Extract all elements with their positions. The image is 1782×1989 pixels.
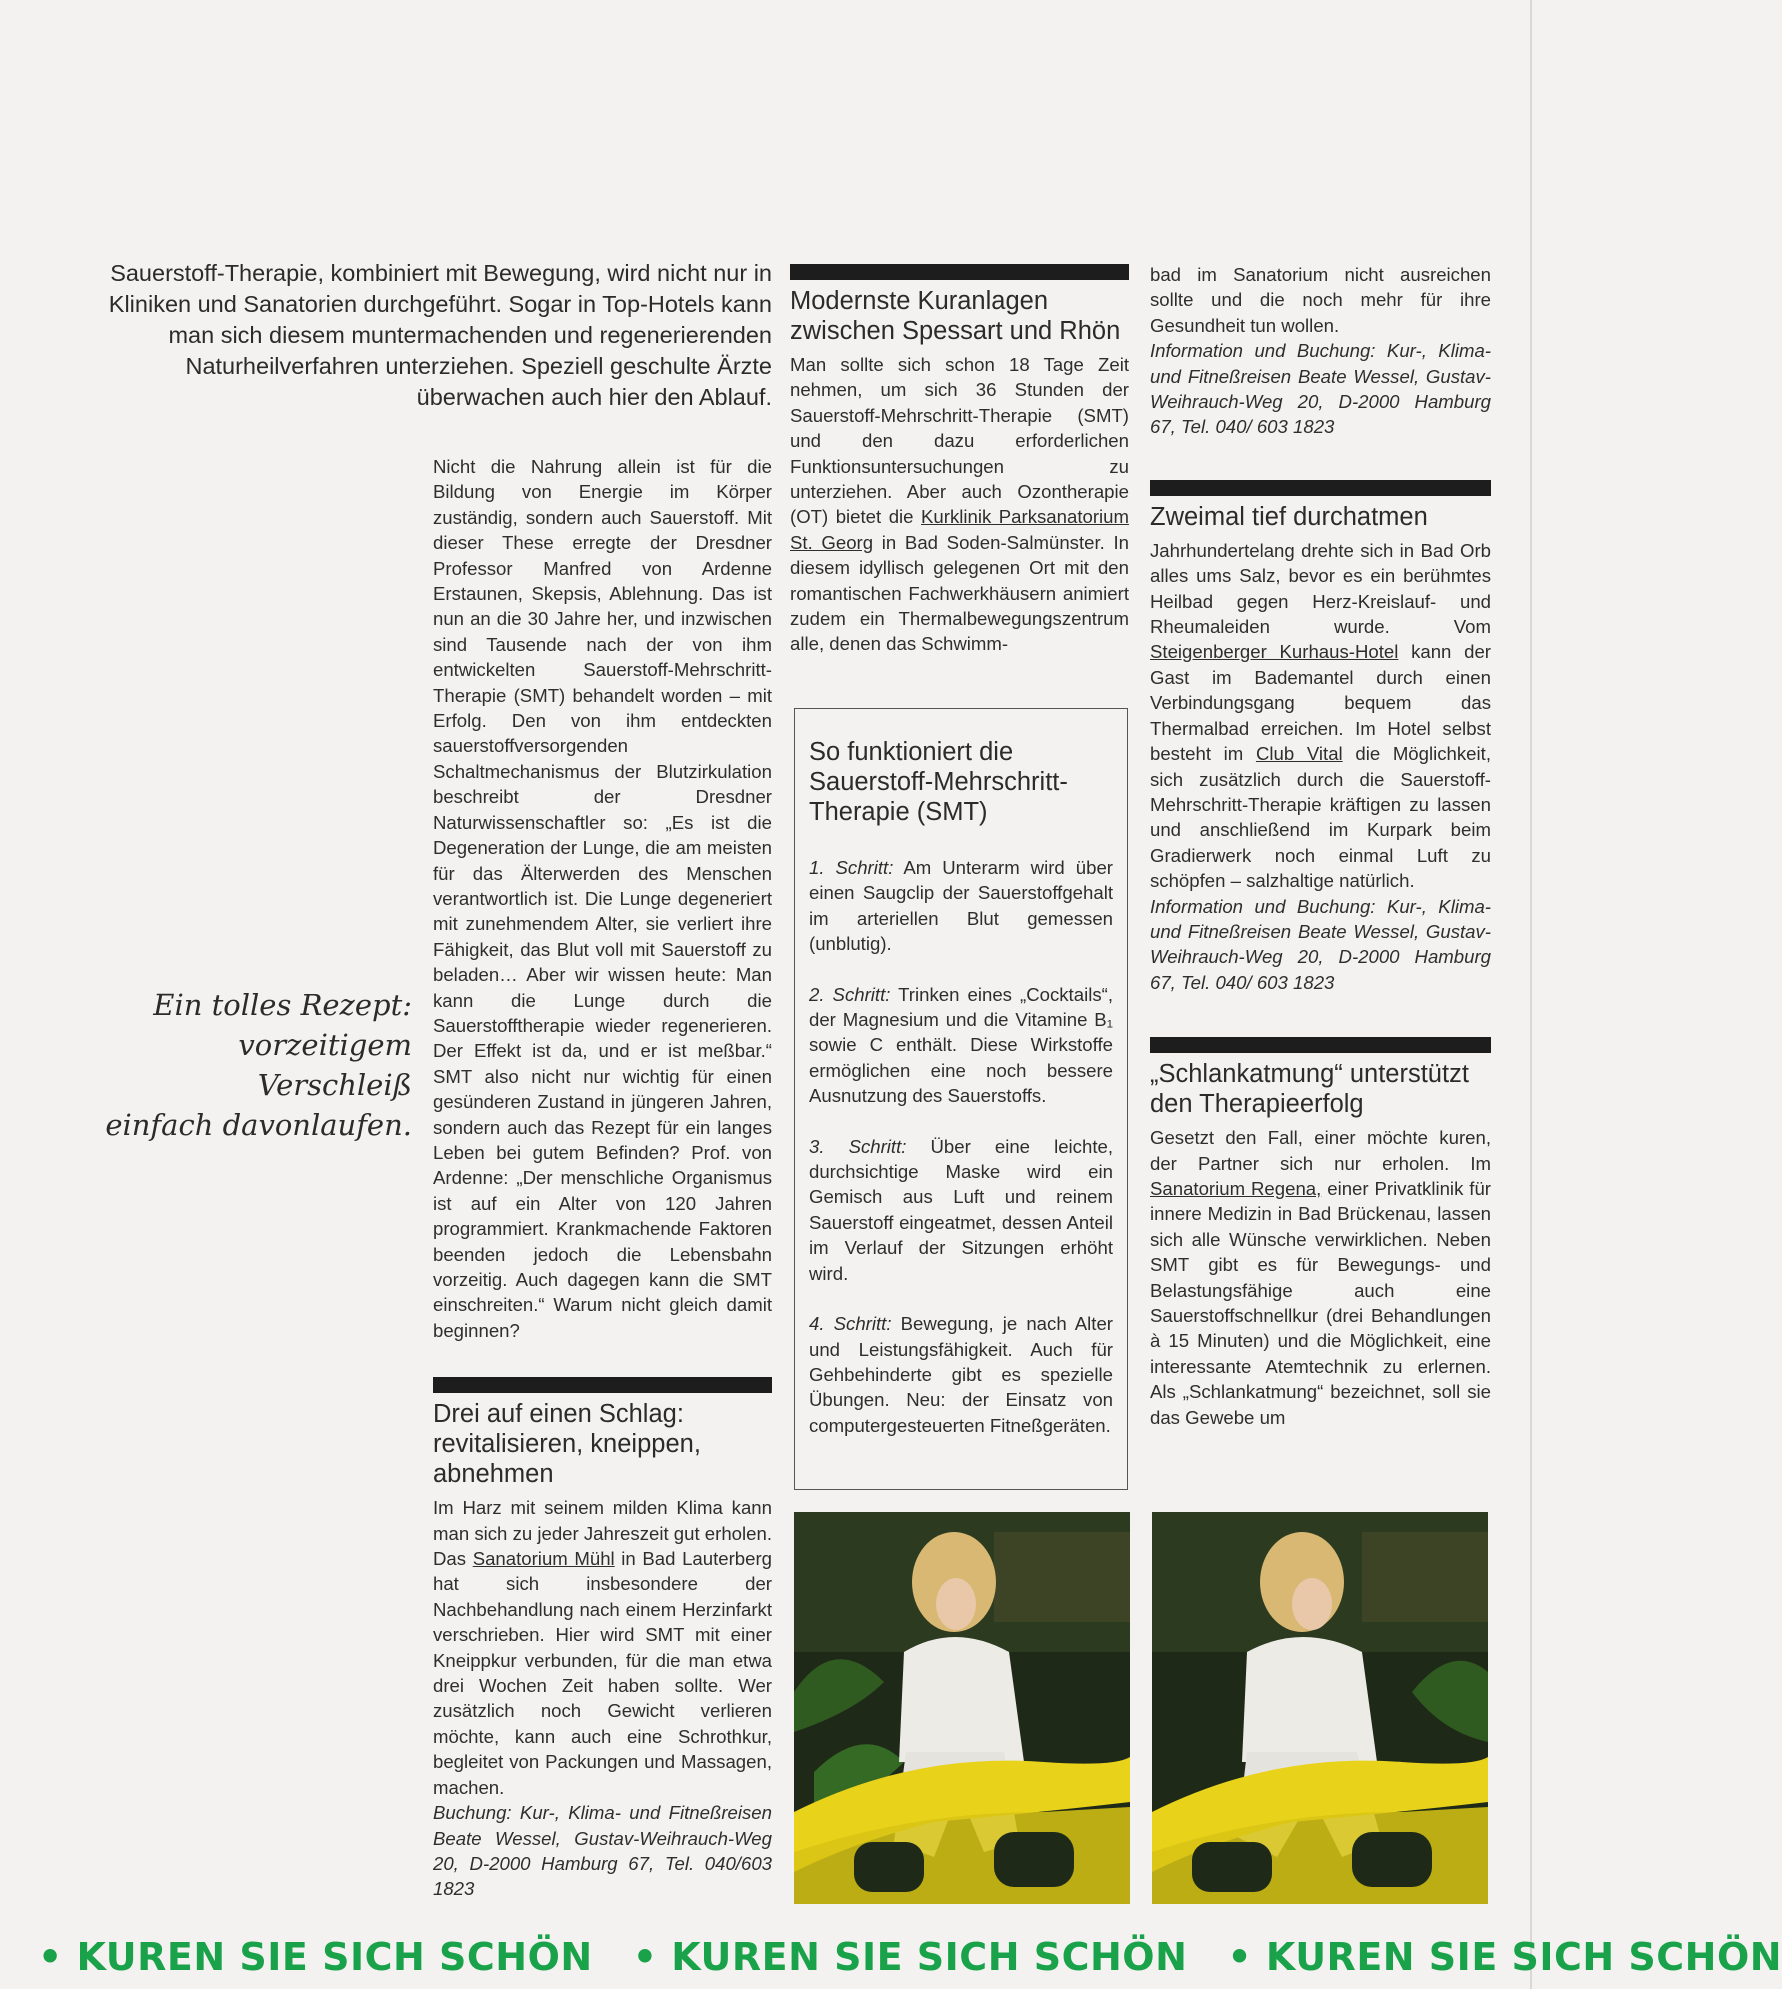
step-label: 4. Schritt: <box>809 1313 892 1335</box>
intro-paragraph: Nicht die Nahrung allein ist für die Bildung von Energie im Körper zuständig, sondern auch Sauerstoff. Mit dieser These erregte der Dresdner Professor Manfred von Ardenne Erstaunen, Skepsis, Ablehnung. Das ist nun an die 30 Jahre her, und inzwischen sind Tausende nach der von ihm entwickelten Sauerstoff-Mehrschritt-Therapie (SMT) behandelt worden – mit Erfolg. Den von ihm entdeckten sauerstoffversorgenden Schaltmechanismus der Blutzirkulation beschreibt der Dresdner Naturwissenschaftler so: „Es ist die Degeneration der Lunge, die am meisten für das Älterwerden des Menschen verantwortlich ist. Die Lunge degeneriert mit zunehmendem Alter, sie verliert ihre Fähigkeit, das Blut voll mit Sauerstoff zu beladen… Aber wir wissen heute: Man kann die Lunge durch die Sauerstofftherapie wieder regenerieren. Der Effekt ist da, und er ist meßbar.“ SMT also nicht nur wichtig für einen gesünderen Zustand in jüngeren Jahren, sondern auch das Rezept für ein langes Leben bei gutem Befinden? Prof. von Ardenne: „Der menschliche Organismus ist auf ein Alter von 120 Jahren programmiert. Krankmachende Faktoren beenden jedoch die Lebensbahn vorzeitig. Auch dagegen kann die SMT einschreiten.“ Warum nicht gleich damit beginnen? <box>433 456 772 1341</box>
column-left <box>433 454 772 1902</box>
link-sanatorium-muehl[interactable]: Sanatorium Mühl <box>472 1548 615 1570</box>
step-text: Über eine leichte, durchsichtige Maske wird ein Gemisch aus Luft und reinem Sauerstoff eingeatmet, dessen Anteil im Verlauf der Sitzungen erhöht wird. <box>809 1135 1113 1284</box>
body-text: Man sollte sich schon 18 Tage Zeit nehmen, um sich 36 Stunden der Sauerstoff-Mehrschritt-Therapie (SMT) und den dazu erforderlichen Funktionsuntersuchungen zu unterziehen. Aber auch Ozontherapie (OT) bietet die <box>790 354 1129 528</box>
section-rule <box>1150 480 1491 496</box>
link-sanatorium-regena[interactable]: Sanatorium Regena, <box>1150 1177 1322 1199</box>
link-steigenberger[interactable]: Steigenberger Kurhaus-Hotel <box>1150 641 1399 663</box>
body-text: Gesetzt den Fall, einer möchte kuren, der Partner sich nur erholen. Im <box>1150 1127 1491 1174</box>
box-step <box>809 855 1113 957</box>
step-label: 3. Schritt: <box>809 1135 907 1157</box>
section-heading-bad-orb: Zweimal tief durchatmen <box>1150 502 1428 531</box>
body-text: die Möglichkeit, sich zusätzlich durch die Sauerstoff-Mehrschritt-Therapie kräftigen zu lassen und anschließend im Kurpark beim Gradierwerk noch einmal Luft zu schöpfen – salzhaltige natürlich. <box>1150 743 1491 892</box>
section-heading-spessart: Modernste Kuranlagen zwischen Spessart und Rhön <box>790 287 1121 345</box>
banner-text: • KUREN SIE SICH SCHÖN <box>1227 1935 1782 1979</box>
link-kurklinik-parksanatorium[interactable]: Kurklinik Parksanatorium St. Georg <box>790 506 1129 553</box>
body-text: in Bad Lauterberg hat sich insbesondere der Nachbehandlung nach einem Herzinfarkt verschrieben. Hier wird SMT mit einer Kneippkur verbunden, für die man etwa drei Wochen Zeit haben sollte. Wer zusätzlich noch Gewicht verlieren möchte, kann auch eine Schrothkur, begleitet von Packungen und Massagen, machen. <box>433 1548 772 1798</box>
pullquote-line: einfach davonlaufen. <box>105 1108 412 1142</box>
bottom-banner <box>0 1931 1782 1983</box>
step-label: 2. Schritt: <box>809 983 891 1005</box>
body-text: Im Harz mit seinem milden Klima kann man sich zu jeder Jahreszeit gut erholen. Das <box>433 1497 772 1570</box>
smt-info-box <box>794 708 1128 1490</box>
section-heading-schlankatmung: „Schlankatmung“ unterstützt den Therapieerfolg <box>1150 1060 1469 1119</box>
booking-info: Information und Buchung: Kur-, Klima- und Fitneßreisen Beate Wessel, Gustav-Weihrauch-Weg 20, D-2000 Hamburg 67, Tel. 040/ 603 1823 <box>1150 895 1491 993</box>
booking-info: Buchung: Kur-, Klima- und Fitneßreisen Beate Wessel, Gustav-Weihrauch-Weg 20, D-2000 Hamburg 67, Tel. 040/603 1823 <box>433 1802 772 1900</box>
box-step <box>809 1134 1113 1286</box>
step-text: Trinken eines „Cocktails“, der Magnesium und die Vitamine B₁ sowie C enthält. Diese Wirkstoffe ermöglichen eine noch bessere Ausnutzung des Sauerstoffs. <box>809 983 1113 1107</box>
section-body-schlankatmung <box>1150 1125 1491 1430</box>
section-rule <box>1150 1037 1491 1053</box>
pullquote <box>88 985 412 1145</box>
section-body-bad-orb <box>1150 538 1491 894</box>
section-body-spessart <box>790 352 1129 657</box>
banner-text: • KUREN SIE SICH SCHÖN <box>38 1935 593 1979</box>
box-heading: So funktioniert die Sauerstoff-Mehrschritt-Therapie (SMT) <box>809 738 1068 826</box>
section-rule <box>790 264 1129 280</box>
section-rule <box>433 1377 772 1393</box>
page-edge <box>1530 0 1532 1989</box>
step-text: Bewegung, je nach Alter und Leistungsfähigkeit. Auch für Gehbehinderte gibt es spezielle Übungen. Neu: der Einsatz von computergesteuerten Fitneßgeräten. <box>809 1313 1113 1436</box>
photo-treadmill-runner-2 <box>1152 1512 1488 1904</box>
column-right <box>1150 262 1491 1430</box>
box-step <box>809 982 1113 1109</box>
column-middle <box>790 264 1129 657</box>
body-text: Jahrhundertelang drehte sich in Bad Orb alles ums Salz, bevor es ein berühmtes Heilbad gegen Herz-Kreislauf- und Rheumaleiden wurde. Vom <box>1150 539 1491 638</box>
step-text: Am Unterarm wird über einen Saugclip der Sauerstoffgehalt im arteriellen Blut gemessen (unblutig). <box>809 857 1113 955</box>
photo-treadmill-runner-1 <box>794 1512 1130 1904</box>
body-text: einer Privatklinik für innere Medizin in Bad Brückenau, lassen sich alle Wünsche verwirklichen. Neben SMT gibt es für Bewegungs- und Belastungsfähige auch eine Sauerstoffschnellkur (drei Behandlungen à 15 Minuten) und die Möglichkeit, eine interessante Atemtechnik zu erlernen. Als „Schlankatmung“ bezeichnet, soll sie das Gewebe um <box>1150 1177 1491 1428</box>
section-body-harz <box>433 1495 772 1800</box>
booking-info: Information und Buchung: Kur-, Klima- und Fitneßreisen Beate Wessel, Gustav-Weihrauch-Weg 20, D-2000 Hamburg 67, Tel. 040/ 603 1823 <box>1150 340 1491 438</box>
section-heading-harz: Drei auf einen Schlag: revitalisieren, kneippen, abnehmen <box>433 1400 701 1489</box>
box-step <box>809 1311 1113 1438</box>
body-text: kann der Gast im Bademantel durch einen Verbindungsgang bequem das Thermalbad erreichen. Im Hotel selbst besteht im <box>1150 641 1491 765</box>
body-text: in Bad Soden-Salmünster. In diesem idyllisch gelegenen Ort mit den romantischen Fachwerkhäusern animiert zudem ein Thermalbewegungszentrum alle, denen das Schwimm- <box>790 531 1129 655</box>
banner-text: • KUREN SIE SICH SCHÖN <box>632 1935 1188 1979</box>
pullquote-line: vorzeitigem Verschleiß <box>238 1028 412 1102</box>
step-label: 1. Schritt: <box>809 857 894 878</box>
pullquote-line: Ein tolles Rezept: <box>153 988 412 1022</box>
link-club-vital[interactable]: Club Vital <box>1255 743 1343 765</box>
continued-paragraph: bad im Sanatorium nicht ausreichen sollte und die noch mehr für ihre Gesundheit tun wollen. <box>1150 264 1491 336</box>
lead-paragraph: Sauerstoff-Therapie, kombiniert mit Bewegung, wird nicht nur in Kliniken und Sanatorien durchgeführt. Sogar in Top-Hotels kann man sich diesem muntermachenden und regenerierenden Naturheilverfahren unterziehen. Speziell geschulte Ärzte überwachen auch hier den Ablauf. <box>108 260 772 410</box>
photo-illustration <box>794 1512 1130 1904</box>
photo-illustration <box>1152 1512 1488 1904</box>
